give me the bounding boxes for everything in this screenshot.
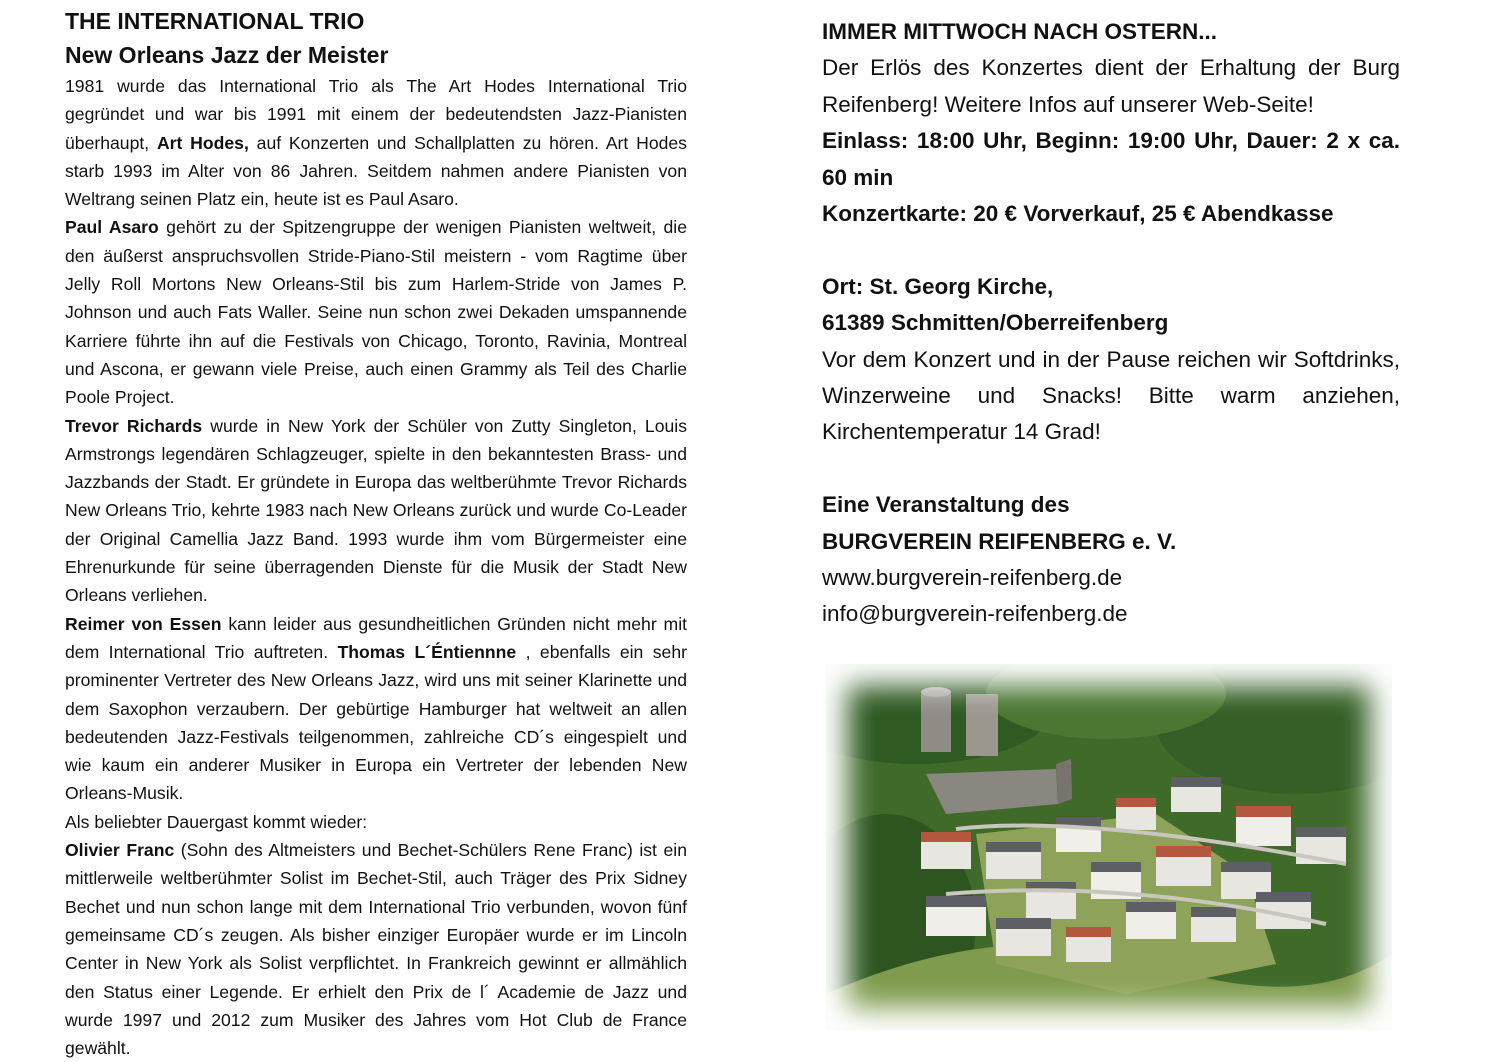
ticket-price-bold: Konzertkarte: 20 € Vorverkauf, 25 € Abendkasse [822,201,1334,227]
castle-keep [966,694,998,756]
text-segment: auf Konzerten und Schallplatten zu hören. Art Hodes starb 1993 im Alter von 86 Jahren. Seitdem nahmen andere Pianisten von Weltrang seinen Platz ein, heute ist es Paul Asaro. [65,132,687,210]
location-line-1-bold: Ort: St. Georg Kirche, [822,273,1054,299]
spacer [822,232,1400,268]
schedule-text [822,123,1400,196]
aerial-photo-castle-village [826,664,1392,1030]
location-line-2-bold: 61389 Schmitten/Oberreifenberg [822,310,1169,336]
house [996,926,1051,956]
left-column [65,4,687,1062]
paragraph-olivier-franc [65,836,687,1062]
house [1116,804,1156,830]
roof [1116,798,1156,807]
house [1126,909,1176,939]
text-segment: wurde in New York der Schüler von Zutty Singleton, Louis Armstrongs legendären Schlagzeuger, spielte in den bekanntesten Brass- und Jazzbands der Stadt. Er gründete in Europa das weltberühmte Trevor Richards New Orleans Trio, kehrte 1983 nach New Orleans zurück und wurde Co-Leader der Original Camellia Jazz Band. 1993 wurde ihm vom Bürgermeister eine Ehrenurkunde für seine überragenden Dienste für die Musik der Stadt New Orleans verliehen. [65,415,687,606]
text-segment: , ebenfalls ein sehr prominenter Vertreter des New Orleans Jazz, wird uns mit seiner Klarinette und dem Saxophon verzaubern. Der gebürtige Hamburger hat weltweit an allen bedeutenden Jazz-Festivals teilgenommen, zahlreiche CD´s eingespielt und wie kaum ein anderer Musiker in Europa ein Vertreter der lebenden New Orleans-Musik. [65,641,687,804]
proceeds-text: Der Erlös des Konzertes dient der Erhaltung der Burg Reifenberg! Weitere Infos auf unserer Web-Seite! [822,55,1400,117]
event-heading [822,14,1400,50]
roof [1171,777,1221,787]
house [1171,784,1221,812]
roof [1156,846,1211,857]
house [1191,914,1236,942]
roof [1191,907,1236,917]
house [1236,814,1291,846]
text-segment: kann leider aus gesundheitlichen Gründen nicht mehr mit dem International Trio auftreten. [65,613,687,662]
roof [986,842,1041,852]
organizer-line-1-bold: Eine Veranstaltung des [822,492,1070,518]
website-link[interactable]: www.burgverein-reifenberg.de [822,565,1123,591]
organizer-line-2-bold: BURGVEREIN REIFENBERG e. V. [822,528,1177,554]
paragraph-trevor-richards [65,412,687,610]
castle-tower-top [921,687,951,697]
location-line-1 [822,269,1400,305]
text-segment: 1981 wurde das International Trio als The Art Hodes International Trio gegründet und war bis 1991 mit einem der bedeutendsten Jazz-Pianisten überhaupt, [65,76,687,153]
roof [996,918,1051,929]
paragraph-paul-asaro [65,213,687,411]
name-reimer-von-essen: Reimer von Essen [65,613,222,634]
paragraph-reimer-thomas [65,610,687,808]
email-link[interactable]: info@burgverein-reifenberg.de [822,601,1128,627]
house [1066,934,1111,962]
aerial-photo-drawing [826,664,1392,1030]
organizer-line-1 [822,487,1400,523]
event-heading-text: IMMER MITTWOCH NACH OSTERN... [822,19,1217,44]
house [926,904,986,936]
name-art-hodes: Art Hodes, [156,132,249,153]
name-trevor-richards: Trevor Richards [65,415,203,436]
roof [1256,892,1311,902]
spacer [822,451,1400,487]
text-segment: gehört zu der Spitzengruppe der wenigen Pianisten weltweit, die den äußerst anspruchsvollen Stride-Piano-Stil meistern - vom Ragtime über Jelly Roll Mortons New Orleans-Stil bis zum Harlem-Stride von James P. Johnson und auch Fats Waller. Seine nun schon zwei Dekaden umspannende Karriere führte ihn auf die Festivals von Chicago, Toronto, Ravinia, Montreal und Ascona, er gewann viele Preise, auch einen Grammy als Teil des Charlie Poole Project. [65,217,688,408]
location-line-2 [822,305,1400,341]
roof [1091,862,1141,872]
right-column [822,14,1400,633]
text-segment: (Sohn des Altmeisters und Bechet-Schülers Rene Franc) ist ein mittlerweile weltberühmter Solist im Bechet-Stil, auch Träger des Prix Sidney Bechet und nun schon lange mit dem International Trio verbunden, wovon fünf gemeinsame CD´s zeugen. Als bisher einziger Europäer wurde er im Lincoln Center in New York als Solist verpflichtet. In Frankreich gewinnt er allmählich den Status einer Legende. Er erhielt den Prix de l´ Academie de Jazz und wurde 1997 und 2012 zum Musiker des Jahres vom Hot Club de France gewählt. [65,840,687,1059]
schedule-bold: Einlass: 18:00 Uhr, Beginn: 19:00 Uhr, Dauer: 2 x ca. 60 min [822,128,1400,190]
roof [1236,806,1291,817]
roof [1066,927,1111,937]
house [921,839,971,869]
trio-title: THE INTERNATIONAL TRIO [65,8,365,34]
roof [1221,862,1271,872]
castle-tower [921,692,951,752]
paragraph-guest-intro: Als beliebter Dauergast kommt wieder: [65,811,368,832]
name-olivier-franc: Olivier Franc [65,840,175,861]
roof [1126,902,1176,912]
organizer-line-2 [822,524,1400,560]
roof [921,832,971,842]
refreshments-text: Vor dem Konzert und in der Pause reichen wir Softdrinks, Winzerweine und Snacks! Bitte warm anziehen, Kirchentemperatur 14 Grad! [822,346,1400,445]
house [986,849,1041,879]
house [1026,889,1076,919]
name-thomas: Thomas L´Éntiennne [337,641,517,662]
house [1156,854,1211,886]
name-paul-asaro: Paul Asaro [65,217,159,238]
paragraph-art-hodes [65,72,687,213]
ticket-price-text [822,196,1400,232]
trio-subtitle: New Orleans Jazz der Meister [65,42,389,68]
roof [926,896,986,907]
castle-wall-side [1056,759,1072,804]
roof [1296,827,1346,837]
